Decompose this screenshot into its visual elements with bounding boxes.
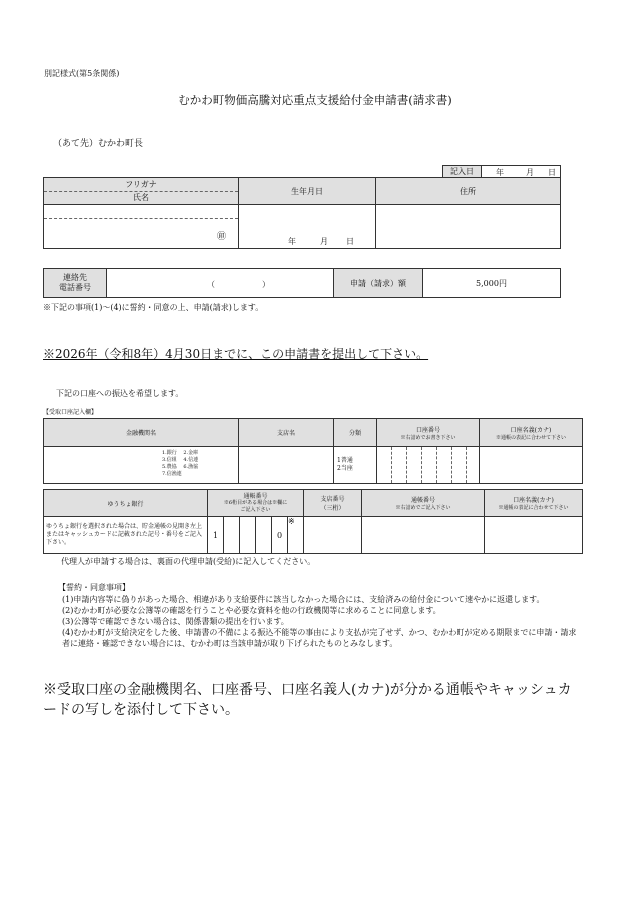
contact-amount-table xyxy=(43,268,561,298)
passbook-code-header xyxy=(208,490,304,517)
branch-number-field[interactable] xyxy=(304,517,362,554)
digit-divider xyxy=(451,447,452,483)
birth-day-label: 日 xyxy=(346,237,354,246)
birth-year-label: 年 xyxy=(288,237,296,246)
inst-type: 5.農協 xyxy=(162,464,177,470)
phone-label-line1: 連絡先 xyxy=(63,273,87,282)
form-reference: 別記様式(第5条関係) xyxy=(44,69,120,78)
passbook-digit-5[interactable]: 0 xyxy=(272,517,288,554)
account-type-option: 1普通 xyxy=(337,457,353,464)
account-number-note: ※右詰めでお書き下さい xyxy=(400,434,456,441)
account-type-option: 2当座 xyxy=(337,465,353,472)
pledge-item: (2)むかわ町が必要な公簿等の確認を行うことや必要な資料を他の行政機関等に求めることに同意します。 xyxy=(62,606,441,615)
passbook-code-note: ご記入下さい xyxy=(240,506,271,513)
holder-note: ※通帳の表記に合わせて下さい xyxy=(495,434,566,441)
name-label: 氏名 xyxy=(44,191,238,204)
passbook-number-header xyxy=(362,490,485,517)
inst-type: 6.漁協 xyxy=(183,464,199,470)
amount-label: 申請（請求）額 xyxy=(334,269,423,298)
inst-type: 1.銀行 xyxy=(162,450,177,456)
institution-header: 金融機関名 xyxy=(44,419,239,447)
furigana-divider xyxy=(44,218,238,219)
name-field[interactable] xyxy=(44,205,239,249)
digit-divider xyxy=(406,447,407,483)
passbook-number-label: 通帳番号 xyxy=(410,497,435,504)
yucho-instruction: ゆうちょ銀行を選択された場合は、貯金通帳の見開き左上またはキャッシュカードに記載された記号・番号をご記入下さい。 xyxy=(44,517,208,554)
pledge-title: 【誓約・同意事項】 xyxy=(58,583,130,592)
entry-month-label: 月 xyxy=(526,168,534,177)
branch-number-sub: （三桁） xyxy=(320,505,345,512)
yucho-header: ゆうちょ銀行 xyxy=(44,490,208,517)
type-header: 分類 xyxy=(334,419,377,447)
birth-month-label: 月 xyxy=(320,237,328,246)
passbook-number-note: ※右詰めでご記入下さい xyxy=(395,505,451,511)
deadline-notice: ※2026年（令和8年）4月30日までに、この申請書を提出して下さい。 xyxy=(43,347,429,361)
yucho-holder-note: ※通帳の表記に合わせて下さい xyxy=(498,505,569,511)
phone-label xyxy=(44,269,107,298)
passbook-number-field[interactable] xyxy=(362,517,485,554)
address-header: 住所 xyxy=(376,178,561,205)
institution-field[interactable] xyxy=(44,447,239,484)
pledge-item: (4)むかわ町が支給決定をした後、申請書の不備による振込不能等の事由により支払が完了せず、かつ、むかわ町が定める期限までに申請・請求者に連絡・確認できない場合には、むかわ町は当該申請が取り下げられたものとみなします。 xyxy=(62,628,577,648)
pledge-item: (1)申請内容等に偽りがあった場合、相違があり支給要件に該当しなかった場合には、支給済みの給付金について速やかに返還します。 xyxy=(62,595,545,604)
amount-value: 5,000円 xyxy=(423,269,561,298)
branch-number-header xyxy=(304,490,362,517)
entry-year-label: 年 xyxy=(496,168,504,177)
account-number-field[interactable] xyxy=(377,447,480,484)
passbook-digit[interactable] xyxy=(240,517,256,554)
proxy-note: 代理人が申請する場合は、裏面の代理申請(受給)に記入してください。 xyxy=(61,557,316,566)
name-header xyxy=(44,178,239,205)
bank-section-label: 【受取口座記入欄】 xyxy=(43,409,98,416)
phone-field[interactable] xyxy=(107,269,334,298)
bank-table xyxy=(43,418,583,484)
seal-mark: ㊞ xyxy=(216,232,226,242)
holder-label: 口座名義(カナ) xyxy=(510,426,552,434)
digit-divider xyxy=(466,447,467,483)
branch-number-label: 支店番号 xyxy=(320,496,345,503)
applicant-table xyxy=(43,177,561,249)
birth-date-header: 生年月日 xyxy=(239,178,376,205)
yucho-holder-field[interactable] xyxy=(485,517,583,554)
pledge-line: ※下記の事項(1)～(4)に誓約・同意の上、申請(請求)します。 xyxy=(43,303,264,312)
passbook-digit[interactable] xyxy=(256,517,272,554)
passbook-code-label: 通帳番号 xyxy=(243,492,268,500)
entry-date-label: 記入日 xyxy=(443,166,482,178)
phone-close-paren: ） xyxy=(262,280,270,289)
furigana-label: フリガナ xyxy=(125,180,157,189)
phone-label-line2: 電話番号 xyxy=(59,283,91,292)
holder-field[interactable] xyxy=(480,447,583,484)
inst-type: 4.信連 xyxy=(183,457,199,463)
birth-date-field[interactable] xyxy=(239,205,376,249)
bank-intro: 下記の口座への振込を希望します。 xyxy=(56,389,184,398)
passbook-extra-digit[interactable]: ※ xyxy=(288,517,304,554)
account-type-list xyxy=(337,457,353,473)
account-number-header xyxy=(377,419,480,447)
yucho-holder-label: 口座名義(カナ) xyxy=(513,497,554,504)
page-title: むかわ町物価高騰対応重点支援給付金申請書(請求書) xyxy=(178,93,452,107)
branch-field[interactable] xyxy=(239,447,334,484)
digit-divider xyxy=(421,447,422,483)
address-field[interactable] xyxy=(376,205,561,249)
passbook-digit-1[interactable]: 1 xyxy=(208,517,224,554)
inst-type: 3.信組 xyxy=(162,457,177,463)
yucho-holder-header xyxy=(485,490,583,517)
entry-day-label: 日 xyxy=(548,168,556,177)
passbook-digit[interactable] xyxy=(224,517,240,554)
inst-type: 2.金庫 xyxy=(183,450,199,456)
account-type-field[interactable] xyxy=(334,447,377,484)
yucho-table xyxy=(43,489,583,554)
passbook-code-note: ※6桁目がある場合は※欄に xyxy=(223,499,288,506)
inst-type: 7.信漁連 xyxy=(162,471,182,477)
holder-header xyxy=(480,419,583,447)
account-number-label: 口座番号 xyxy=(415,426,440,434)
addressee: （あて先）むかわ町長 xyxy=(53,139,144,149)
digit-divider xyxy=(391,447,392,483)
digit-divider xyxy=(436,447,437,483)
attachment-note: ※受取口座の金融機関名、口座番号、口座名義人(カナ)が分かる通帳やキャッシュカードの写しを添付して下さい。 xyxy=(43,682,572,718)
institution-type-list xyxy=(162,450,198,478)
pledge-list xyxy=(58,594,580,649)
branch-header: 支店名 xyxy=(239,419,334,447)
phone-open-paren: （ xyxy=(207,280,215,289)
entry-date-field[interactable] xyxy=(482,166,561,178)
pledge-item: (3)公簿等で確認できない場合は、関係書類の提出を行います。 xyxy=(62,617,289,626)
